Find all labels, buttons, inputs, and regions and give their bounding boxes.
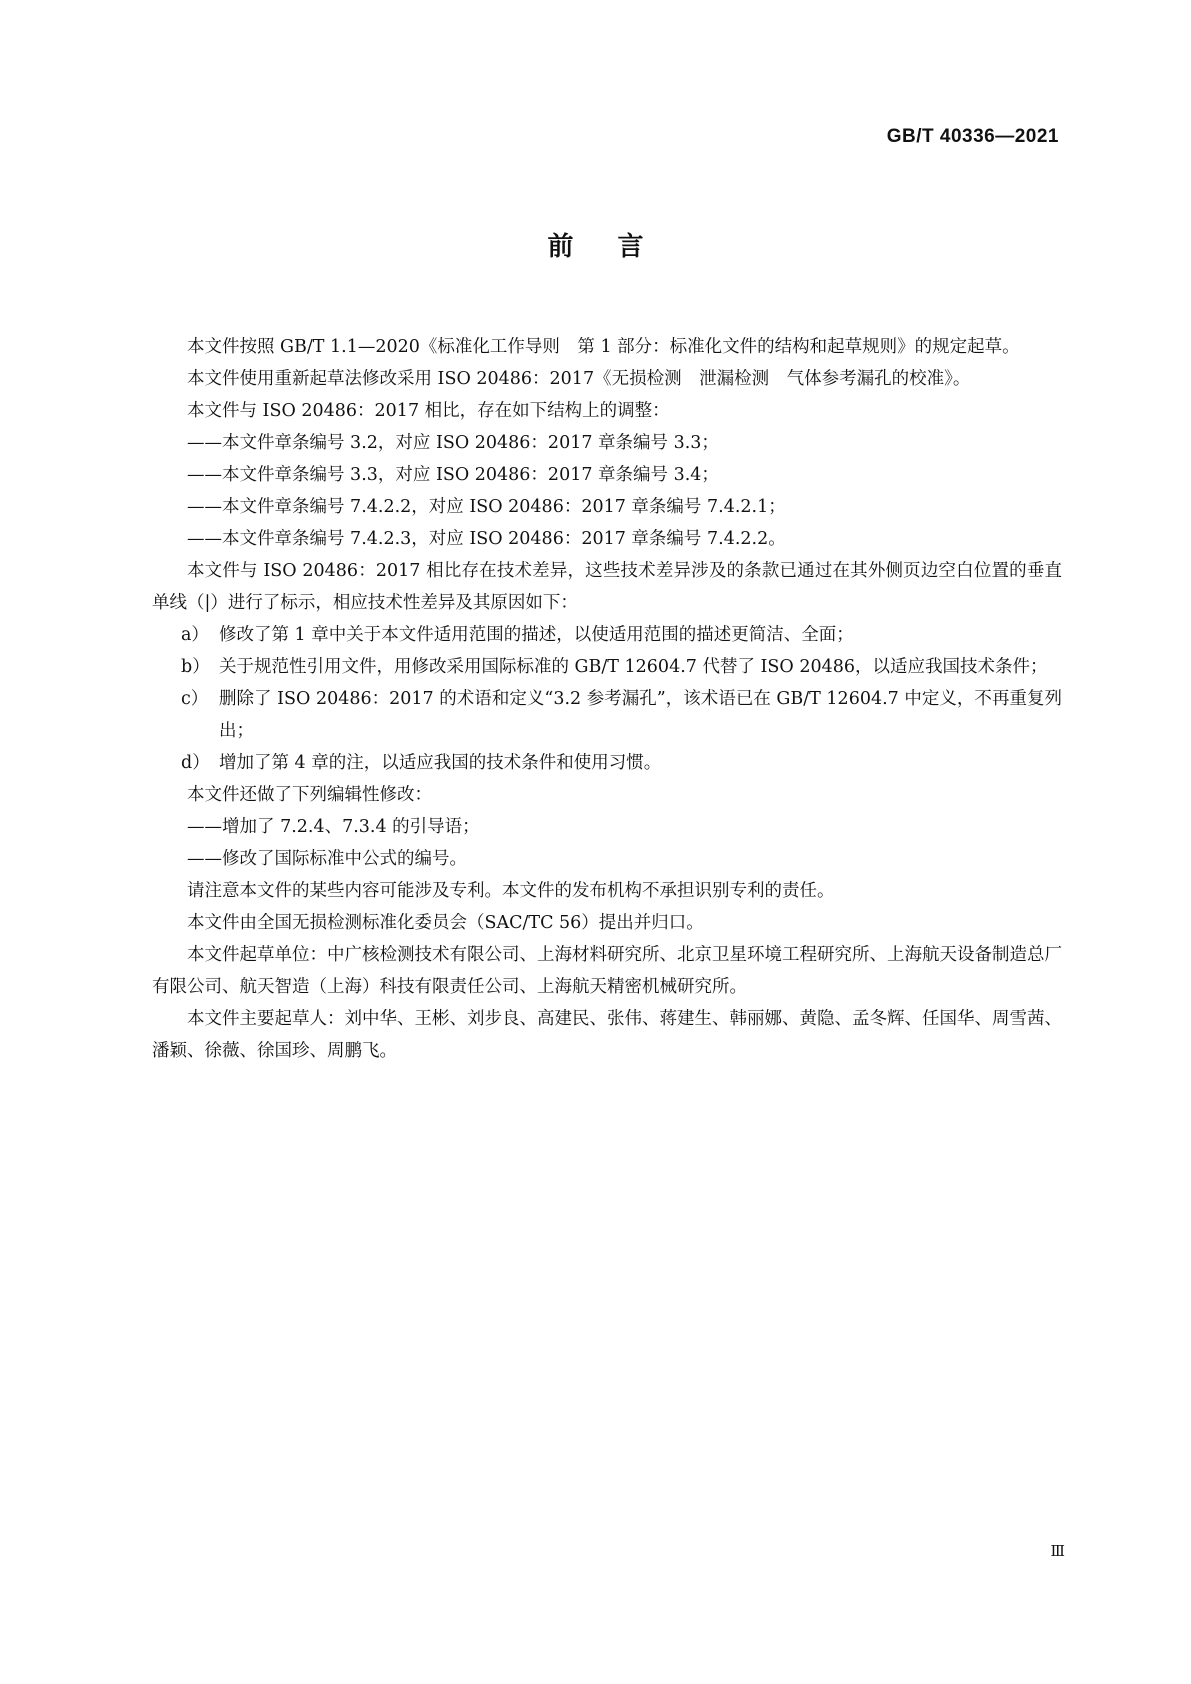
paragraph-drafting-rules: 本文件按照 GB/T 1.1—2020《标准化工作导则 第 1 部分：标准化文件的结构和起草规则》的规定起草。: [187, 337, 1020, 357]
page-title: 前言: [547, 232, 688, 262]
structure-change-item: ——本文件章条编号 7.4.2.2，对应 ISO 20486：2017 章条编号 7.4.2.1；: [187, 497, 786, 517]
tech-diff-item: [152, 747, 1062, 779]
tech-diff-text: 修改了第 1 章中关于本文件适用范围的描述，以使适用范围的描述更简洁、全面；: [219, 625, 854, 645]
document-body: [152, 331, 1062, 1067]
tech-diff-item: [152, 619, 1062, 651]
tech-diff-item: [152, 683, 1062, 747]
tech-diff-text: 关于规范性引用文件，用修改采用国际标准的 GB/T 12604.7 代替了 ISO 20486，以适应我国技术条件；: [219, 657, 1048, 677]
structure-change-item: ——本文件章条编号 7.4.2.3，对应 ISO 20486：2017 章条编号 7.4.2.2。: [187, 529, 786, 549]
standard-code: GB/T 40336—2021: [886, 126, 1059, 147]
list-marker: c）: [181, 689, 209, 709]
paragraph-editorial-intro: 本文件还做了下列编辑性修改：: [187, 785, 432, 805]
paragraph-patent-notice: 请注意本文件的某些内容可能涉及专利。本文件的发布机构不承担识别专利的责任。: [187, 881, 835, 901]
paragraph-adoption: 本文件使用重新起草法修改采用 ISO 20486：2017《无损检测 泄漏检测 气体参考漏孔的校准》。: [187, 369, 971, 389]
list-marker: d）: [181, 753, 210, 773]
tech-diff-text: 增加了第 4 章的注，以适应我国的技术条件和使用习惯。: [219, 753, 662, 773]
paragraph-tech-diff-intro: 本文件与 ISO 20486：2017 相比存在技术差异，这些技术差异涉及的条款已通过在其外侧页边空白位置的垂直单线（|）进行了标示，相应技术性差异及其原因如下：: [152, 561, 1062, 613]
tech-diff-item: [152, 651, 1062, 683]
paragraph-drafting-units: 本文件起草单位：中广核检测技术有限公司、上海材料研究所、北京卫星环境工程研究所、上海航天设备制造总厂有限公司、航天智造（上海）科技有限责任公司、上海航天精密机械研究所。: [152, 945, 1062, 997]
list-marker: b）: [181, 657, 210, 677]
structure-change-item: ——本文件章条编号 3.3，对应 ISO 20486：2017 章条编号 3.4；: [187, 465, 719, 485]
tech-diff-text: 删除了 ISO 20486：2017 的术语和定义“3.2 参考漏孔”，该术语已在 GB/T 12604.7 中定义，不再重复列出；: [219, 689, 1062, 741]
paragraph-drafters: 本文件主要起草人：刘中华、王彬、刘步良、高建民、张伟、蒋建生、韩丽娜、黄隐、孟冬辉、任国华、周雪茜、潘颖、徐薇、徐国珍、周鹏飞。: [152, 1009, 1062, 1061]
list-marker: a）: [181, 625, 209, 645]
editorial-change-item: ——修改了国际标准中公式的编号。: [187, 849, 467, 869]
editorial-change-item: ——增加了 7.2.4、7.3.4 的引导语；: [187, 817, 480, 837]
paragraph-proposer: 本文件由全国无损检测标准化委员会（SAC/TC 56）提出并归口。: [187, 913, 704, 933]
paragraph-structure-intro: 本文件与 ISO 20486：2017 相比，存在如下结构上的调整：: [187, 401, 670, 421]
structure-change-item: ——本文件章条编号 3.2，对应 ISO 20486：2017 章条编号 3.3；: [187, 433, 719, 453]
page-number: Ⅲ: [1050, 1542, 1065, 1560]
